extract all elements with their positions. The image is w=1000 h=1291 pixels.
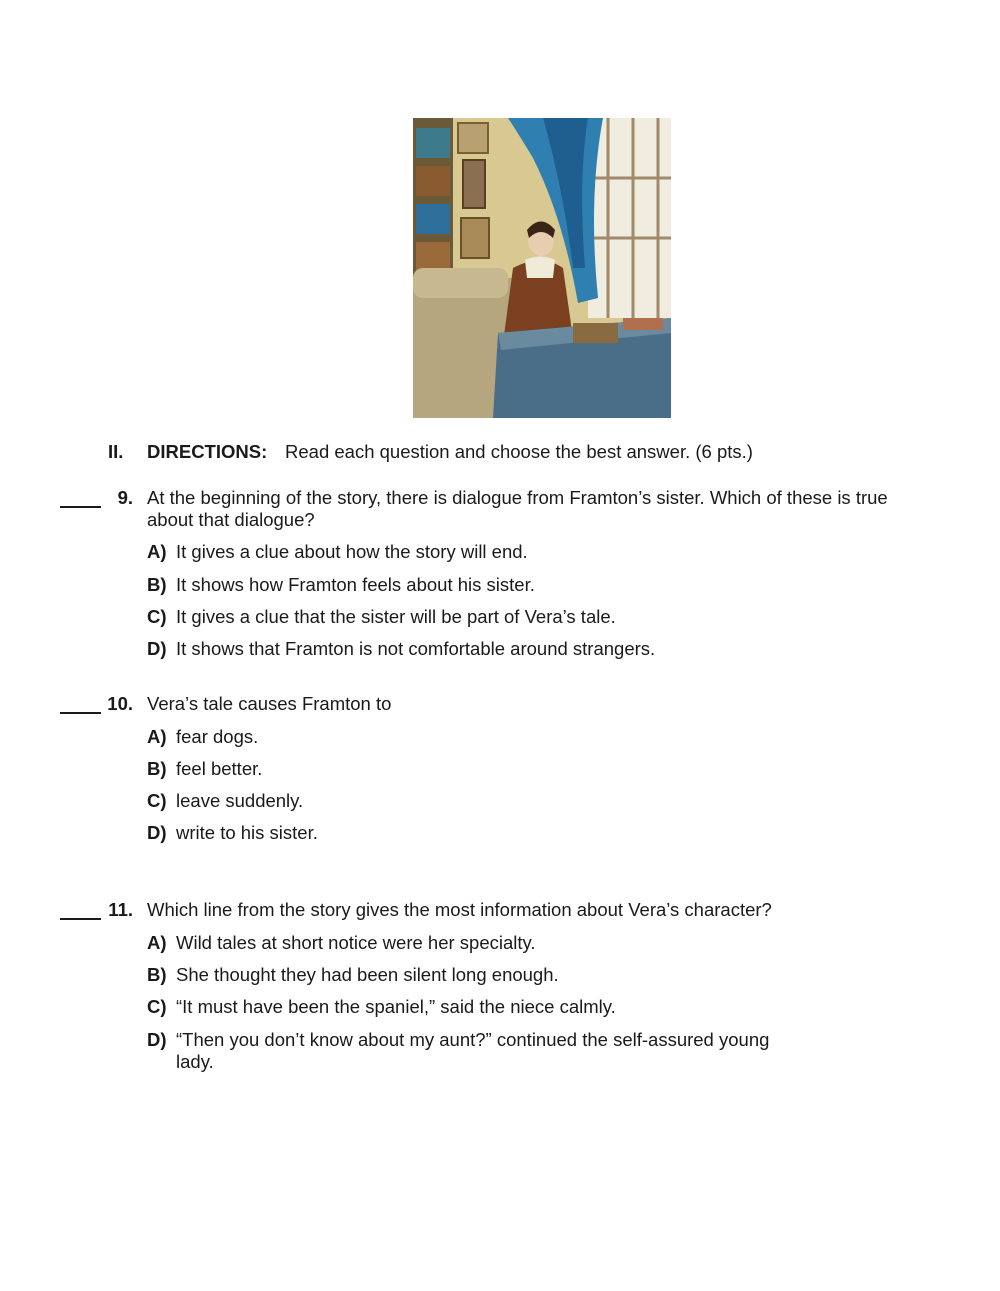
option-letter: C) — [147, 996, 167, 1017]
option-text: Wild tales at short notice were her specialty. — [176, 932, 536, 953]
option-letter: A) — [147, 541, 167, 562]
option-text: “It must have been the spaniel,” said the niece calmly. — [176, 996, 616, 1017]
option-letter: D) — [147, 822, 167, 843]
option-text: It shows how Framton feels about his sister. — [176, 574, 535, 595]
question-stem: Vera’s tale causes Framton to — [147, 693, 392, 714]
question-stem: Which line from the story gives the most information about Vera’s character? — [147, 899, 772, 920]
question-number: 9. — [117, 487, 133, 508]
option-text: feel better. — [176, 758, 263, 779]
option-text: It shows that Framton is not comfortable around strangers. — [176, 638, 656, 659]
option-letter: B) — [147, 964, 167, 985]
option-letter: C) — [147, 606, 167, 627]
section-numeral: II. — [108, 441, 124, 462]
painting-illustration — [413, 118, 671, 418]
woman-at-window-painting — [413, 118, 671, 418]
question-stem-line2: about that dialogue? — [147, 509, 315, 530]
option-text: It gives a clue that the sister will be part of Vera’s tale. — [176, 606, 616, 627]
option-text: leave suddenly. — [176, 790, 304, 811]
option-text: “Then you don’t know about my aunt?” continued the self-assured young — [176, 1029, 770, 1050]
option-letter: C) — [147, 790, 167, 811]
question-number: 10. — [107, 693, 133, 714]
directions-text: Read each question and choose the best answer. (6 pts.) — [285, 441, 753, 462]
option-letter: D) — [147, 638, 167, 659]
option-letter: A) — [147, 932, 167, 953]
directions-label: DIRECTIONS: — [147, 441, 268, 462]
option-text: write to his sister. — [176, 822, 318, 843]
question-number: 11. — [108, 899, 133, 920]
option-letter: B) — [147, 758, 167, 779]
option-text: She thought they had been silent long enough. — [176, 964, 559, 985]
option-text: It gives a clue about how the story will end. — [176, 541, 528, 562]
option-letter: B) — [147, 574, 167, 595]
question-stem: At the beginning of the story, there is dialogue from Framton’s sister. Which of these is true — [147, 487, 888, 508]
option-text-line2: lady. — [176, 1051, 214, 1072]
option-letter: D) — [147, 1029, 167, 1050]
option-letter: A) — [147, 726, 167, 747]
option-text: fear dogs. — [176, 726, 259, 747]
